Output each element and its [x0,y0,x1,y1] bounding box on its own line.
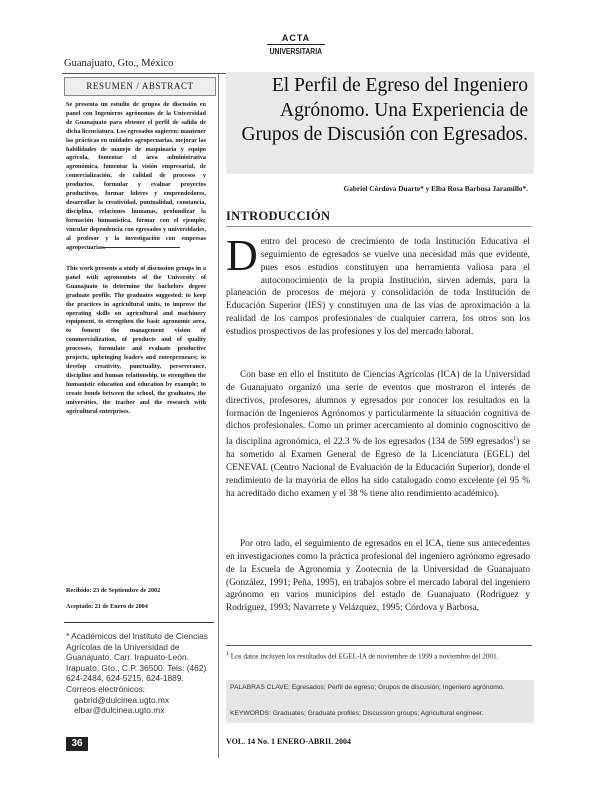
resumen-text: Se presenta un estudio de grupos de discusión en panel con Ingenieros agrónomos de la Universidad de Guanajuato para obtener el perfil de salida de dicha licenciatura. Los egresados sugieren: mantener las prácticas en unidades agropecuarias, mejorar las habilidades de manejo de maquinaria y equipo agrícola, fomentar el área administrativa agronómica, fomentar la visión empresarial, de comercialización, de calidad de procesos y productos, formular y evaluar proyectos productivos, formar líderes y emprendedores, desarrollar la creatividad, puntualidad, constancia, disciplina, relaciones humanas, profundizar la formación humanística, formar con el ejemplo; vincular dependencia con egresados y universidades, al profesor y la investigación con empresas agropecuarias. [66,101,207,251]
logo-line-acta: ACTA [281,33,311,43]
article-title: El Perfil de Egreso del Ingeniero Agrónomo. Una Experiencia de Grupos de Discusión con Egresados. [241,75,528,145]
received-date: Recibido: 23 de Septiembre de 2002 [66,587,161,594]
volume-issue: VOL. 14 No. 1 ENERO-ABRIL 2004 [226,737,351,746]
author-affiliation [66,631,212,716]
abstract-text: This work presents a study of discussion groups in a panel with agronomists of the University of Guanajuato to determine the bachelors degree graduate profile. The graduates suggested: to keep the practices in agricultural units, to improve the operating skills on agricultural and machinery equipment, to strengthen the basic agronomic area, to foment the management vision of commercialization, of products and of quality processes, formulate and evaluate productive projects, upbringing leaders and entrepreneurs; to develop creativity, punctuality, perseverance, discipline and human relationship, to strengthen the humanistic education and education by example; to create bonds between the school, the graduates, the universities, the teacher and the research with agricultural enterprises. [66,265,206,415]
footnote-rule [226,645,532,646]
footnote [226,650,530,662]
keywords-english: KEYWORDS: Graduates; Graduate profiles; Discussion groups; Agricultural engineer. [230,710,484,717]
paragraph-1 [226,231,530,339]
drop-cap: D [226,231,258,280]
paragraph-3 [226,538,530,615]
email-elbar: elbar@dulcinea.ugto.mx [74,705,165,716]
article-authors: Gabriel Córdova Duarte* y Elba Rosa Barbosa Jaramillo*. [343,184,528,193]
resumen-abstract-label: RESUMEN / ABSTRACT [64,77,216,96]
footnote-text: Los datos incluyen los resultados del EGEL-IA de noviembre de 1999 a noviembre del 2001. [229,652,499,661]
section-rule [226,226,532,227]
paragraph-1-text: entro del proceso de crecimiento de toda Institución Educativa el seguimiento de egresados se vuelve una necesidad más que evidente, pues esos estudios constituyen una herramienta valiosa para el autoconocimiento de la propia Institución, sirven además, para la planeación de procesos de mejora y consolidación de toda Institución de Educación Superior (IES) y constituyen una de las vías de aproximación a la realidad de los campos profesionales de cualquier carrera, los otros son los estudios prospectivos de las profesiones y los del mercado laboral. [226,237,530,337]
publication-place: Guanajuato, Gto., México [64,58,174,69]
paragraph-2-wrap [226,369,530,501]
paragraph-2-text-b: ) se ha sometido al Examen General de Egreso de la Licenciatura (EGEL) del CENEVAL (Centro Nacional de Evaluación de la Educación Superior), donde el rendimiento de la mayoría de ellos ha sido catalogado como excelente (el 95 % ha acreditado dicho examen y el 38 % tiene alto rendimiento académico). [226,437,530,499]
keywords-spanish: PALABRAS CLAVE: Egresados; Perfil de egreso; Grupos de discusión; Ingeniero agrónomo. [230,684,505,691]
paragraph-2 [226,369,530,501]
section-heading: INTRODUCCIÓN [226,209,331,223]
affiliation-rule [64,622,214,623]
page-number: 36 [66,737,88,751]
footnote-mark: 1 [226,651,229,657]
email-gabrid: gabrid@dulcinea.ugto.mx [74,694,170,705]
accepted-date: Aceptado: 21 de Enero de 2004 [66,603,148,610]
logo-line-universitaria: UNIVERSITARIA [269,47,323,56]
logo-divider [267,44,325,45]
paragraph-2-text-a: Con base en ello el Instituto de Ciencias Agrícolas (ICA) de la Universidad de Guanajuato organizó una serie de eventos que mostraron el interés de directivos, profesores, alumnos y egresados por conocer los resultados en la formación de Ingenieros Agrónomos y particularmente la situación cognitiva de dichos profesionales. Como un primer acercamiento al dominio cognoscitivo de la disciplina agronómica, el 22.3 % de los egresados (134 de 599 egresados [226,370,530,448]
column-divider [218,73,219,758]
paragraph-3-text: Por otro lado, el seguimiento de egresados en el ICA, tiene sus antecedentes en investigaciones como la práctica profesional del ingeniero agrónomo egresado de la Escuela de Agronomía y Zootecnia de la Universidad de Guanajuato (González, 1991; Peña, 1995), en trabajos sobre el mercado laboral del ingeniero agrónomo en varios municipios del estado de Guanajuato (Rodríguez y Rodríguez, 1993; Navarrete y Velázquez, 1995; Córdova y Barbosa, [226,539,530,614]
journal-logo [264,34,328,62]
affiliation-address: * Académicos del Instituto de Ciencias Agrícolas de la Universidad de Guanajuato. Carr. Irapuato-León. Irapuato, Gto., C.P. 36500. Tels: (462) 624-2484, 624-5215, 624-1889. Correos electrónicos: [66,631,208,694]
abstract-separator [103,247,180,248]
footnote-ref: 1 [513,436,517,443]
